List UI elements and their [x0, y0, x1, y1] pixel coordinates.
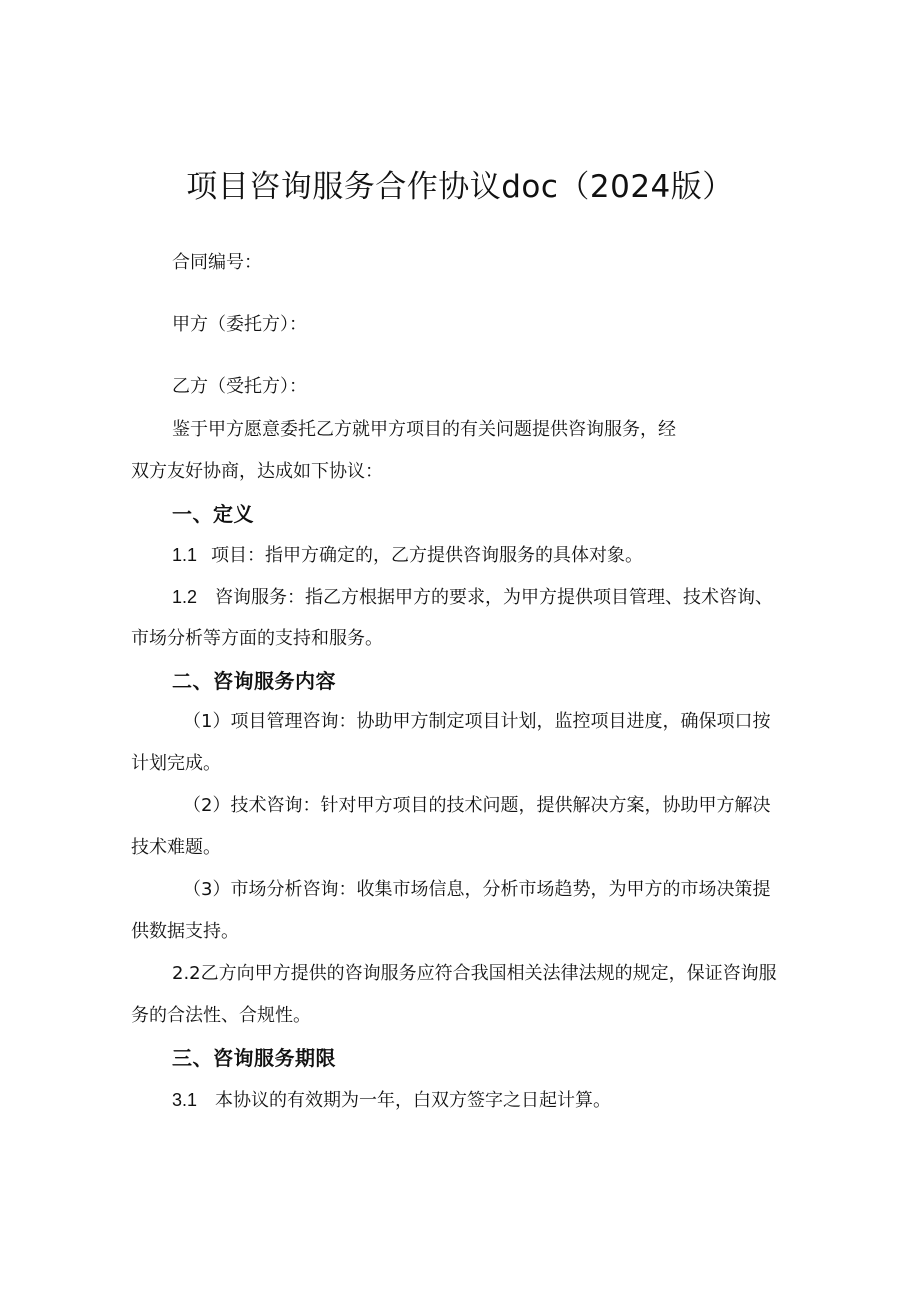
clause-1-1-number: 1.1 — [172, 545, 198, 565]
service-item-1-line-1: （1）项目管理咨询：协助甲方制定项目计划，监控项目进度，确保项口按 — [183, 711, 771, 732]
clause-1-2-line-2: 市场分析等方面的支持和服务。 — [131, 628, 383, 649]
party-a-label: 甲方（委托方）： — [172, 314, 307, 335]
clause-2-2-line-2: 务的合法性、合规性。 — [131, 1005, 311, 1026]
party-b-label: 乙方（受托方）： — [172, 376, 307, 397]
clause-2-2-line-1: 2.2乙方向甲方提供的咨询服务应符合我国相关法律法规的规定，保证咨询服 — [172, 963, 777, 984]
service-item-2-line-2: 技术难题。 — [131, 837, 221, 858]
clause-1-1-text: 项目：指甲方确定的，乙方提供咨询服务的具体对象。 — [211, 545, 644, 566]
service-item-3-line-2: 供数据支持。 — [131, 921, 239, 942]
clause-3-1-number: 3.1 — [172, 1090, 198, 1110]
clause-3-1 — [172, 1087, 611, 1114]
section-3-heading: 三、咨询服务期限 — [172, 1046, 336, 1070]
section-2-heading: 二、咨询服务内容 — [172, 669, 336, 693]
preamble-line-1: 鉴于甲方愿意委托乙方就甲方项目的有关问题提供咨询服务，经 — [172, 419, 676, 440]
clause-3-1-text: 本协议的有效期为一年，白双方签字之日起计算。 — [215, 1090, 612, 1111]
clause-1-2-number: 1.2 — [172, 587, 198, 607]
preamble-line-2: 双方友好协商，达成如下协议： — [131, 461, 383, 482]
clause-1-2-text: 咨询服务：指乙方根据甲方的要求，为甲方提供项目管理、技术咨询、 — [215, 587, 774, 608]
clause-1-2-line-1 — [172, 584, 773, 611]
service-item-1-line-2: 计划完成。 — [131, 753, 221, 774]
service-item-2-line-1: （2）技术咨询：针对甲方项目的技术问题，提供解决方案，协助甲方解决 — [183, 795, 771, 816]
contract-number-label: 合同编号： — [172, 252, 262, 273]
clause-1-1 — [172, 542, 643, 569]
document-title: 项目咨询服务合作协议doc（2024版） — [186, 169, 734, 205]
section-1-heading: 一、定义 — [172, 502, 254, 526]
service-item-3-line-1: （3）市场分析咨询：收集市场信息，分析市场趋势，为甲方的市场决策提 — [183, 879, 771, 900]
